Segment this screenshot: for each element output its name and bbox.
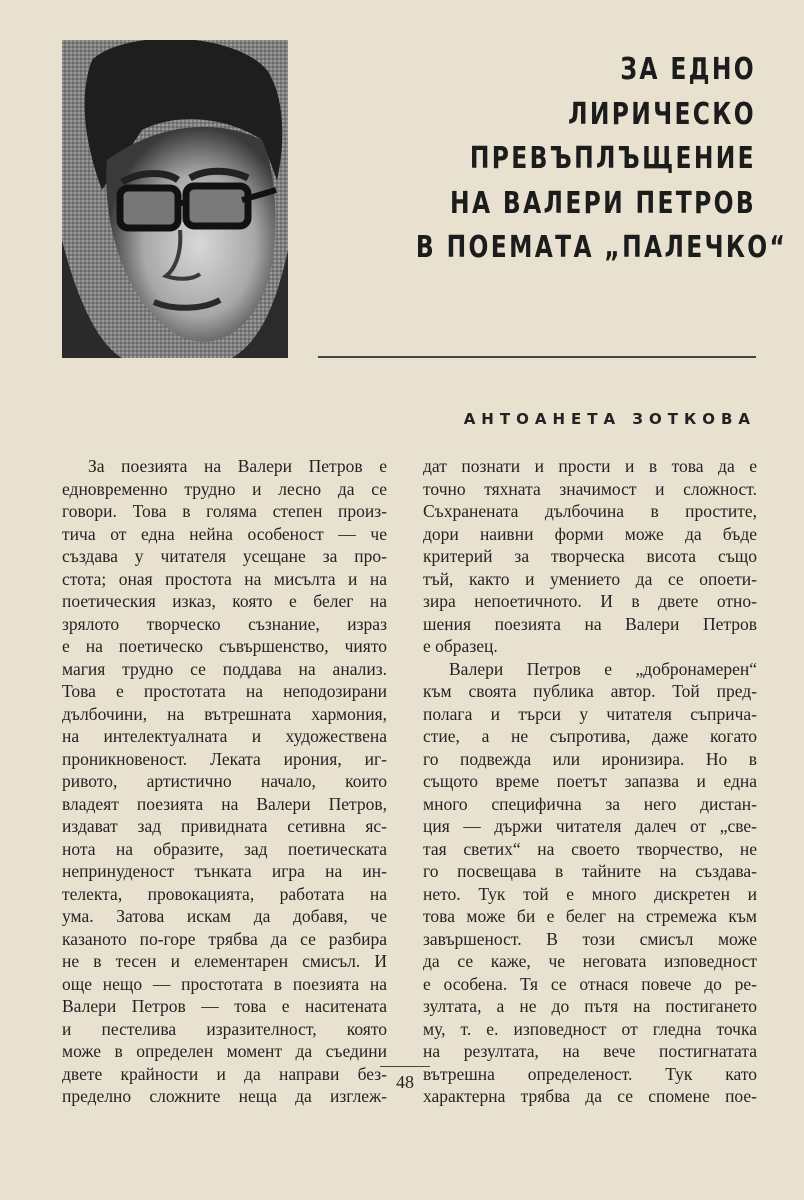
page-number: 48 bbox=[396, 1072, 414, 1092]
text-line: зрялото творческо съзнание, израз bbox=[62, 613, 387, 634]
text-line: много специфична за него дистан- bbox=[423, 793, 757, 814]
text-line: стота; оная простота на мисълта и на bbox=[62, 568, 387, 589]
text-line: критерий за творческа висота също bbox=[423, 546, 757, 566]
text-line: нота на образите, зад поетическата bbox=[62, 838, 387, 859]
text-line: зултата, а не до пътя на постигането bbox=[423, 996, 757, 1016]
text-line: завършеност. В този смисъл може bbox=[423, 928, 757, 949]
text-line: още нещо — простотата в поезията на bbox=[62, 973, 387, 994]
text-line: може в определен момент да съедини bbox=[62, 1041, 387, 1061]
text-line: проникновеност. Леката ирония, иг- bbox=[62, 748, 387, 769]
left-text-column bbox=[62, 455, 387, 1108]
author-name: АНТОАНЕТА ЗОТКОВА bbox=[463, 410, 756, 428]
portrait-image bbox=[62, 40, 288, 358]
page-number-rule bbox=[380, 1066, 430, 1067]
text-line: дат познати и прости и в това да е bbox=[423, 456, 757, 476]
text-line: Това е простотата на неподозирани bbox=[62, 681, 387, 701]
text-line: телекта, провокацията, работата на bbox=[62, 883, 387, 904]
text-line: поетическия изказ, която е белег на bbox=[62, 591, 387, 611]
author-portrait-photo bbox=[62, 40, 288, 358]
text-line: дори наивни форми може да бъде bbox=[423, 523, 757, 544]
text-line: го посвещава в тайните на създава- bbox=[423, 861, 757, 881]
text-line: владеят поезията на Валери Петров, bbox=[62, 793, 387, 814]
text-line: ривото, артистично начало, които bbox=[62, 771, 387, 791]
text-line: е на поетическо съвършенство, чиято bbox=[62, 636, 387, 656]
text-line: тая светих“ на своето творчество, не bbox=[423, 838, 757, 859]
text-line: ума. Затова искам да добавя, че bbox=[62, 906, 387, 926]
text-line: точно тяхната значимост и сложност. bbox=[423, 478, 757, 499]
text-line: същото време поетът запазва и една bbox=[423, 771, 757, 791]
text-line: Съхранената дълбочина в простите, bbox=[423, 501, 757, 521]
text-line: ция — държи читателя далеч от „све- bbox=[423, 816, 757, 836]
text-line: характерна трябва да се спомене пое- bbox=[423, 1086, 757, 1106]
title-line: В ПОЕМАТА „ПАЛЕЧКО“ bbox=[415, 230, 788, 265]
text-line: зира непоетичното. И в двете отно- bbox=[423, 591, 757, 611]
text-line: създава у читателя усещане за про- bbox=[62, 546, 387, 566]
text-line: вътрешна определеност. Тук като bbox=[423, 1063, 757, 1084]
text-line: непринуденост тънката игра на ин- bbox=[62, 861, 387, 881]
text-line: шения поезията на Валери Петров bbox=[423, 613, 757, 634]
text-line: към своята публика автор. Той пред- bbox=[423, 681, 757, 701]
text-line: на резултата, на вече постигнатата bbox=[423, 1041, 757, 1061]
text-line: полага и търси у читателя съприча- bbox=[423, 703, 757, 724]
text-line: дълбочини, на вътрешната хармония, bbox=[62, 703, 387, 724]
text-line: казаното по-горе трябва да се разбира bbox=[62, 928, 387, 949]
title-divider bbox=[318, 356, 756, 358]
text-line: да се каже, че неговата изповедност bbox=[423, 951, 757, 971]
text-line: двете крайности и да направи без- bbox=[62, 1063, 387, 1084]
text-line: не в тесен и елементарен смисъл. И bbox=[62, 951, 387, 971]
text-line: издават зад привидната сетивна яс- bbox=[62, 816, 387, 836]
text-line: на интелектуалната и художествена bbox=[62, 726, 387, 746]
right-text-column bbox=[423, 455, 757, 1108]
text-line: говори. Това в голяма степен произ- bbox=[62, 501, 387, 521]
text-line: това може би е белег на стремежа към bbox=[423, 906, 757, 926]
text-line: го подвежда или иронизира. Но в bbox=[423, 748, 757, 769]
text-line: едновременно трудно и лесно да се bbox=[62, 478, 387, 499]
title-line: ЛИРИЧЕСКО bbox=[568, 96, 756, 132]
article-title bbox=[415, 48, 788, 271]
text-line: Валери Петров — това е наситената bbox=[62, 996, 387, 1016]
title-line: ПРЕВЪПЛЪЩЕНИЕ bbox=[469, 141, 756, 176]
text-line: За поезията на Валери Петров е bbox=[88, 456, 387, 476]
title-line: НА ВАЛЕРИ ПЕТРОВ bbox=[450, 185, 756, 221]
text-line: и пестелива изразителност, която bbox=[62, 1018, 387, 1039]
text-line: стие, а не съпротива, даже когато bbox=[423, 726, 757, 746]
text-line: пределно сложните неща да изглеж- bbox=[62, 1086, 387, 1106]
text-line: тича от една нейна особеност — че bbox=[62, 523, 387, 544]
text-line: нето. Тук той е много дискретен и bbox=[423, 883, 757, 904]
text-line: е образец. bbox=[423, 636, 498, 656]
text-line: магия трудно се поддава на анализ. bbox=[62, 658, 387, 679]
text-line: му, т. е. изповедност от гледна точка bbox=[423, 1018, 757, 1039]
text-line: тъй, както и умението да се опоети- bbox=[423, 568, 757, 589]
text-line: Валери Петров е „добронамерен“ bbox=[449, 658, 757, 679]
title-line: ЗА ЕДНО bbox=[620, 52, 756, 87]
text-line: е особена. Тя се отнася повече до ре- bbox=[423, 973, 757, 994]
